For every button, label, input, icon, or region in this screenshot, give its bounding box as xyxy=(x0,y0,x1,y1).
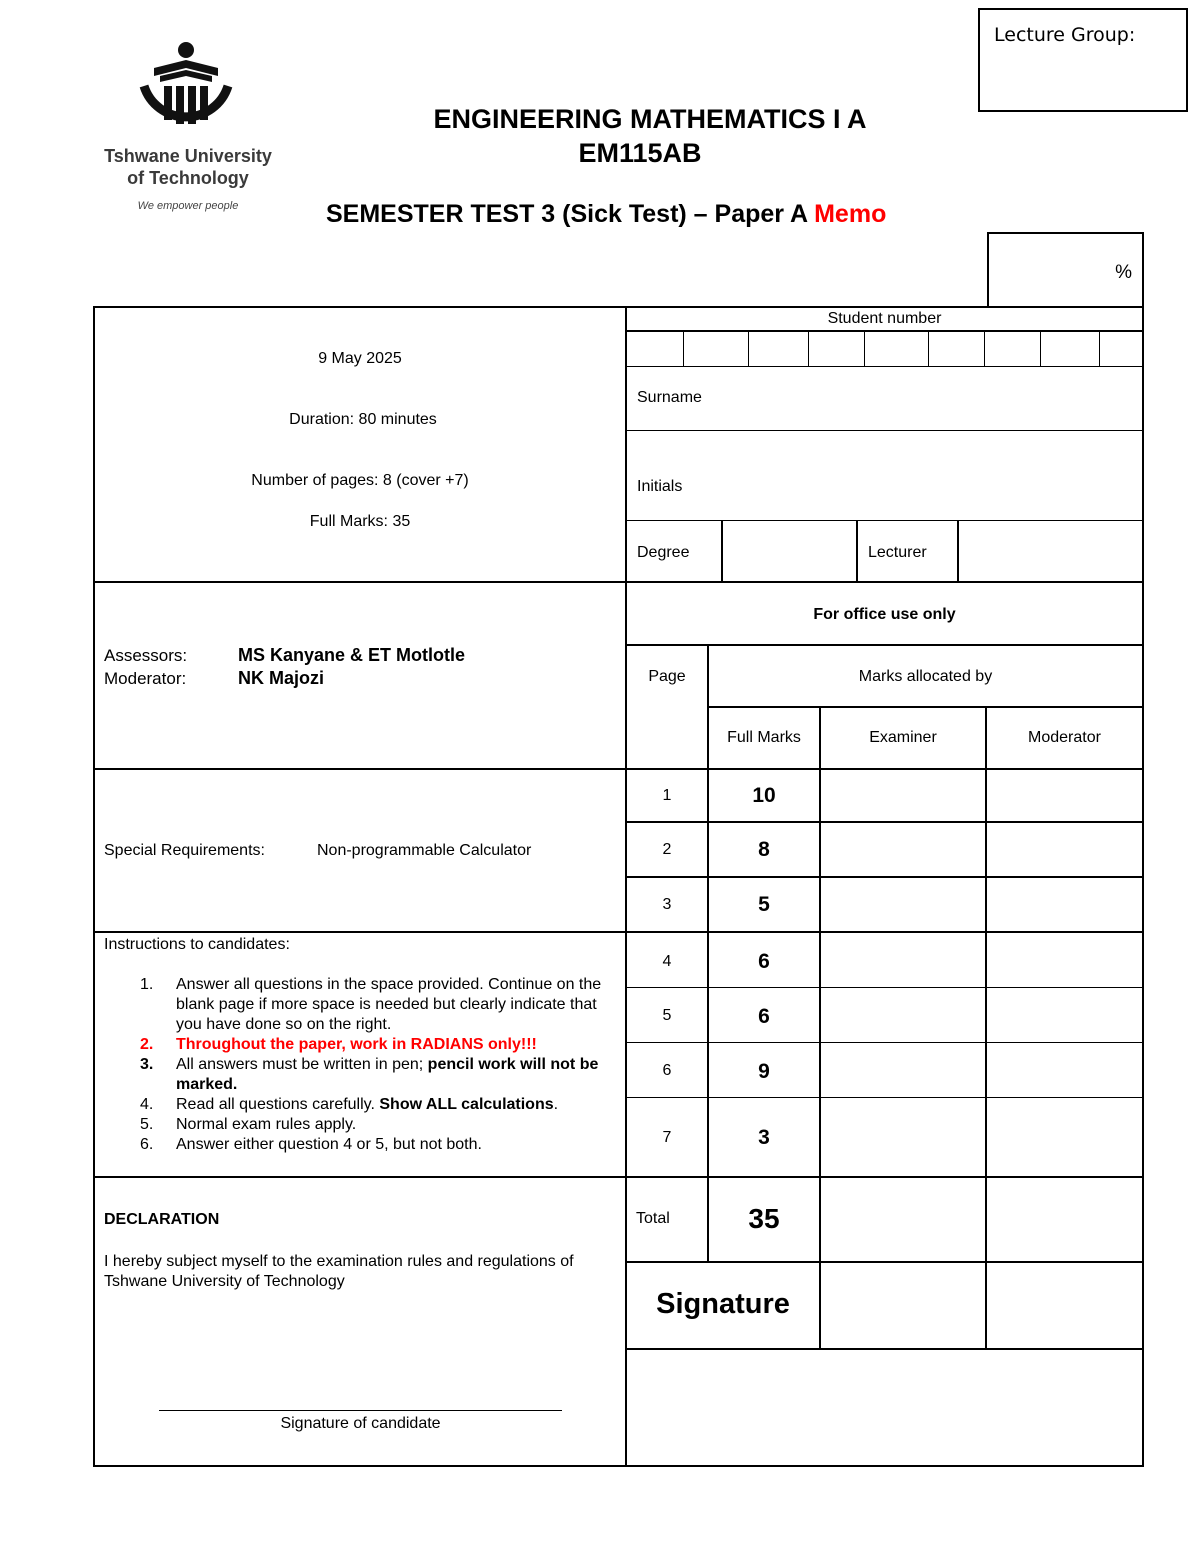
examiner-mark-cell[interactable] xyxy=(821,823,985,876)
row-full-marks: 10 xyxy=(752,784,776,807)
exam-pages: Number of pages: 8 (cover +7) xyxy=(251,472,469,489)
total-label: Total xyxy=(636,1210,670,1227)
special-requirements-value: Non-programmable Calculator xyxy=(317,842,532,859)
moderator-total-cell[interactable] xyxy=(987,1178,1142,1261)
moderator-header: Moderator xyxy=(1028,729,1101,746)
examiner-mark-cell[interactable] xyxy=(821,988,985,1042)
lecturer-label: Lecturer xyxy=(868,544,927,561)
moderator-mark-cell[interactable] xyxy=(987,1098,1142,1176)
row-page: 4 xyxy=(662,953,672,970)
course-code: EM115AB xyxy=(578,138,702,168)
moderator-mark-cell[interactable] xyxy=(987,1043,1142,1097)
degree-field[interactable] xyxy=(723,522,856,581)
course-title: ENGINEERING MATHEMATICS I A xyxy=(433,104,867,134)
instruction-item: 6. Answer either question 4 or 5, but not both. xyxy=(140,1136,482,1153)
instructions-block xyxy=(104,935,619,1155)
moderator-mark-cell[interactable] xyxy=(987,878,1142,931)
instruction-item: 2. Throughout the paper, work in RADIANS only!!! xyxy=(140,1036,537,1053)
instruction-item: 3. All answers must be written in pen; pencil work will not be marked. xyxy=(140,1056,599,1093)
special-requirements-label: Special Requirements: xyxy=(104,842,265,859)
initials-field[interactable] xyxy=(627,431,1142,520)
instruction-item: 4. Read all questions carefully. Show ALL calculations. xyxy=(140,1096,559,1113)
instructions-list xyxy=(104,975,619,1155)
row-page: 5 xyxy=(662,1007,672,1024)
marks-allocated-header: Marks allocated by xyxy=(858,668,993,685)
moderator-signature-cell[interactable] xyxy=(987,1263,1142,1348)
logo-emblem-icon xyxy=(130,38,242,150)
percent-sign: % xyxy=(1115,262,1132,283)
logo-name-line1: Tshwane University xyxy=(104,146,272,166)
initials-label: Initials xyxy=(637,478,683,495)
row-page: 6 xyxy=(662,1062,672,1079)
lecturer-field[interactable] xyxy=(959,522,1142,581)
student-number-label: Student number xyxy=(827,310,942,327)
student-number-field[interactable] xyxy=(627,332,1142,366)
signature-label: Signature xyxy=(656,1288,790,1320)
full-marks-header: Full Marks xyxy=(727,729,801,746)
examiner-mark-cell[interactable] xyxy=(821,933,985,987)
logo-tagline: We empower people xyxy=(137,200,239,212)
row-page: 3 xyxy=(662,896,672,913)
assessors-label: Assessors: xyxy=(104,646,188,665)
instruction-item: 1. Answer all questions in the space provided. Continue on the blank page if more space is needed but clearly indicate that you have done so on the right. xyxy=(140,976,602,1033)
moderator-value: NK Majozi xyxy=(238,668,325,688)
row-full-marks: 8 xyxy=(758,838,770,861)
examiner-mark-cell[interactable] xyxy=(821,1043,985,1097)
row-page: 7 xyxy=(662,1129,672,1146)
surname-field[interactable] xyxy=(627,367,1142,430)
examiner-total-cell[interactable] xyxy=(821,1178,985,1261)
moderator-mark-cell[interactable] xyxy=(987,823,1142,876)
lecture-group-box[interactable] xyxy=(978,8,1188,112)
instruction-item: 5. Normal exam rules apply. xyxy=(140,1116,357,1133)
test-title-line xyxy=(326,200,886,229)
logo-name-line2: of Technology xyxy=(127,168,249,188)
moderator-label: Moderator: xyxy=(104,669,187,688)
assessors-value: MS Kanyane & ET Motlotle xyxy=(238,645,466,665)
page-header: Page xyxy=(648,668,686,685)
moderator-mark-cell[interactable] xyxy=(987,988,1142,1042)
row-full-marks: 5 xyxy=(758,893,770,916)
percent-box[interactable] xyxy=(987,232,1144,308)
candidate-signature-caption: Signature of candidate xyxy=(280,1415,441,1432)
row-full-marks: 6 xyxy=(758,1005,770,1028)
candidate-signature-line[interactable] xyxy=(159,1410,562,1411)
row-page: 2 xyxy=(662,841,672,858)
test-title: SEMESTER TEST 3 (Sick Test) – Paper A xyxy=(326,200,808,228)
total-value: 35 xyxy=(748,1203,780,1234)
examiner-mark-cell[interactable] xyxy=(821,878,985,931)
examiner-header: Examiner xyxy=(869,729,937,746)
moderator-mark-cell[interactable] xyxy=(987,770,1142,821)
declaration-text: I hereby subject myself to the examination rules and regulations of Tshwane University of Technology xyxy=(104,1253,574,1290)
row-full-marks: 3 xyxy=(758,1126,770,1149)
exam-duration: Duration: 80 minutes xyxy=(289,411,437,428)
row-full-marks: 9 xyxy=(758,1060,770,1083)
declaration-title: DECLARATION xyxy=(104,1211,220,1228)
examiner-mark-cell[interactable] xyxy=(821,1098,985,1176)
examiner-mark-cell[interactable] xyxy=(821,770,985,821)
exam-date: 9 May 2025 xyxy=(318,350,402,367)
row-page: 1 xyxy=(662,787,672,804)
surname-label: Surname xyxy=(637,389,702,406)
moderator-mark-cell[interactable] xyxy=(987,933,1142,987)
instructions-title: Instructions to candidates: xyxy=(104,936,290,953)
row-full-marks: 6 xyxy=(758,950,770,973)
exam-full-marks: Full Marks: 35 xyxy=(309,513,411,530)
office-use-title: For office use only xyxy=(813,606,956,623)
examiner-signature-cell[interactable] xyxy=(821,1263,985,1348)
lecture-group-label: Lecture Group: xyxy=(994,24,1136,46)
degree-label: Degree xyxy=(637,544,690,561)
memo-label: Memo xyxy=(814,200,887,228)
